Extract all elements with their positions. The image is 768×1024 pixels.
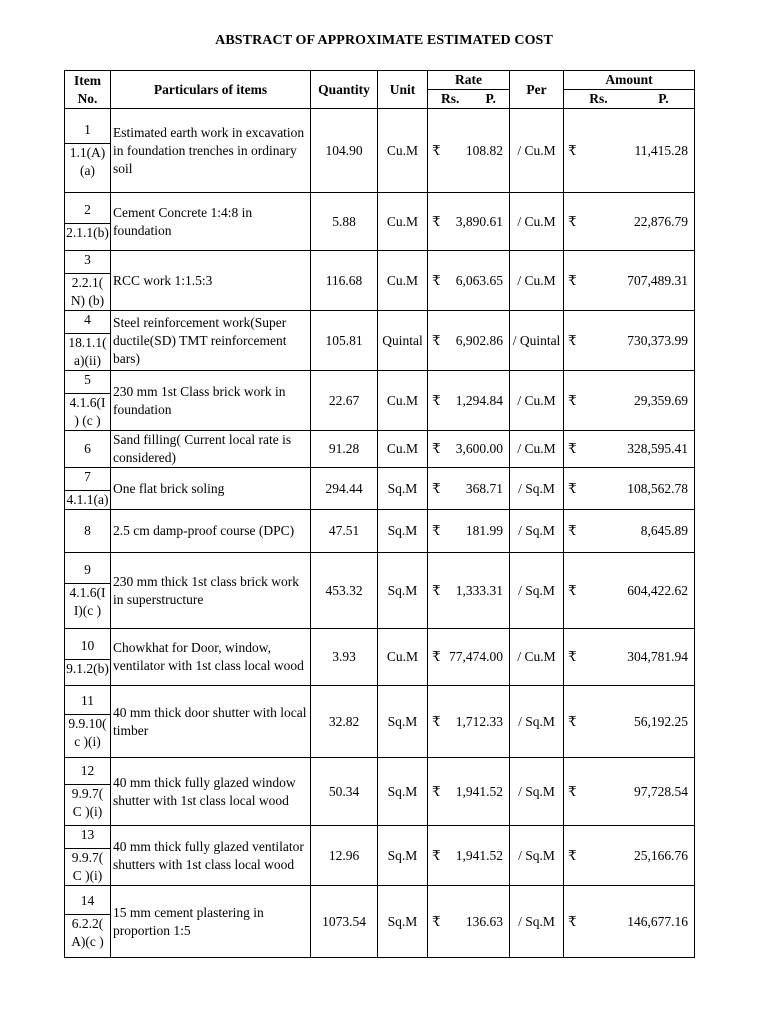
quantity-cell: 47.51 (311, 510, 378, 553)
rate-value: 1,333.31 (455, 582, 503, 598)
item-no-header: Item No. (65, 71, 111, 109)
quantity-cell: 50.34 (311, 758, 378, 826)
quantity-cell: 104.90 (311, 109, 378, 193)
item-number: 9 (84, 562, 91, 577)
rate-value: 181.99 (465, 523, 503, 538)
rupee-symbol: ₹ (432, 213, 441, 229)
particulars-header: Particulars of items (111, 71, 311, 109)
rupee-symbol: ₹ (568, 847, 577, 863)
item-number: 14 (80, 893, 95, 908)
rate-value: 1,712.33 (455, 713, 503, 729)
rate-cell (428, 686, 510, 758)
rate-header: Rate (428, 71, 510, 90)
per-cell: / Sq.M (510, 886, 564, 958)
item-no-cell (65, 251, 111, 311)
item-no-cell (65, 553, 111, 629)
per-cell: / Sq.M (510, 510, 564, 553)
item-code: 1.1(A) (a) (65, 143, 110, 180)
unit-cell: Cu.M (378, 193, 428, 251)
unit-cell: Sq.M (378, 510, 428, 553)
table-row (65, 886, 695, 958)
rupee-symbol: ₹ (568, 392, 577, 408)
rupee-symbol: ₹ (568, 272, 577, 288)
rupee-symbol: ₹ (432, 582, 441, 598)
unit-cell: Sq.M (378, 553, 428, 629)
per-cell: / Cu.M (510, 193, 564, 251)
rupee-symbol: ₹ (432, 332, 441, 348)
per-cell: / Cu.M (510, 109, 564, 193)
item-code: 2.2.1( N) (b) (65, 273, 110, 310)
particulars-cell: Steel reinforcement work(Super ductile(SD) TMT reinforcement bars) (111, 311, 311, 371)
item-code: 18.1.1( a)(ii) (65, 333, 110, 370)
unit-cell: Cu.M (378, 251, 428, 311)
particulars-cell: 2.5 cm damp-proof course (DPC) (111, 510, 311, 553)
amount-value: 11,415.28 (634, 142, 688, 158)
particulars-cell: Cement Concrete 1:4:8 in foundation (111, 193, 311, 251)
rupee-symbol: ₹ (432, 913, 441, 929)
unit-cell: Sq.M (378, 758, 428, 826)
amount-header: Amount (564, 71, 695, 90)
item-no-cell (65, 686, 111, 758)
item-code: 9.9.7( C )(i) (65, 848, 110, 885)
per-cell: / Cu.M (510, 629, 564, 686)
table-row (65, 758, 695, 826)
per-cell: / Cu.M (510, 251, 564, 311)
rate-value: 1,941.52 (455, 847, 503, 863)
table-row (65, 468, 695, 510)
amount-cell (564, 311, 695, 371)
per-cell: / Cu.M (510, 371, 564, 431)
item-no-cell (65, 629, 111, 686)
per-cell: / Sq.M (510, 758, 564, 826)
item-no-cell (65, 826, 111, 886)
quantity-cell: 22.67 (311, 371, 378, 431)
per-cell: / Sq.M (510, 826, 564, 886)
rate-cell (428, 629, 510, 686)
unit-cell: Quintal (378, 311, 428, 371)
quantity-cell: 105.81 (311, 311, 378, 371)
rupee-symbol: ₹ (432, 392, 441, 408)
rate-value: 1,294.84 (455, 392, 503, 408)
rate-cell (428, 431, 510, 468)
amount-value: 730,373.99 (627, 332, 688, 348)
particulars-cell: 230 mm thick 1st class brick work in superstructure (111, 553, 311, 629)
table-row (65, 431, 695, 468)
rate-cell (428, 109, 510, 193)
quantity-header: Quantity (311, 71, 378, 109)
item-number: 5 (84, 372, 91, 387)
rupee-symbol: ₹ (432, 523, 441, 538)
item-no-cell (65, 109, 111, 193)
amount-subheader: Rs. P. (564, 90, 695, 109)
rupee-symbol: ₹ (568, 523, 577, 538)
quantity-cell: 1073.54 (311, 886, 378, 958)
item-code: 2.1.1(b) (66, 225, 109, 240)
per-cell: / Sq.M (510, 553, 564, 629)
rupee-symbol: ₹ (568, 332, 577, 348)
estimate-table (64, 70, 695, 958)
particulars-cell: 15 mm cement plastering in proportion 1:5 (111, 886, 311, 958)
item-number: 4 (84, 312, 91, 327)
particulars-cell: 40 mm thick door shutter with local timber (111, 686, 311, 758)
quantity-cell: 116.68 (311, 251, 378, 311)
amount-cell (564, 193, 695, 251)
table-row (65, 510, 695, 553)
rupee-symbol: ₹ (568, 649, 577, 664)
unit-cell: Cu.M (378, 109, 428, 193)
amount-value: 25,166.76 (634, 847, 688, 863)
table-row (65, 629, 695, 686)
rupee-symbol: ₹ (432, 649, 441, 664)
amount-value: 29,359.69 (634, 392, 688, 408)
rupee-symbol: ₹ (568, 213, 577, 229)
rupee-symbol: ₹ (432, 480, 441, 496)
amount-cell (564, 468, 695, 510)
amount-value: 22,876.79 (634, 213, 688, 229)
item-number: 12 (80, 763, 95, 778)
rupee-symbol: ₹ (432, 142, 441, 158)
item-code: 9.9.10( c )(i) (65, 714, 110, 751)
amount-cell (564, 510, 695, 553)
rupee-symbol: ₹ (432, 272, 441, 288)
rupee-symbol: ₹ (568, 582, 577, 598)
per-header: Per (510, 71, 564, 109)
amount-cell (564, 758, 695, 826)
amount-cell (564, 371, 695, 431)
rate-cell (428, 758, 510, 826)
amount-value: 108,562.78 (627, 480, 688, 496)
rate-value: 136.63 (465, 913, 503, 929)
document-title: ABSTRACT OF APPROXIMATE ESTIMATED COST (215, 33, 553, 48)
amount-cell (564, 431, 695, 468)
table-row (65, 193, 695, 251)
item-no-cell (65, 468, 111, 510)
particulars-cell: 230 mm 1st Class brick work in foundation (111, 371, 311, 431)
rate-value: 3,600.00 (455, 441, 503, 456)
unit-cell: Sq.M (378, 886, 428, 958)
unit-header: Unit (378, 71, 428, 109)
per-cell: / Sq.M (510, 686, 564, 758)
amount-value: 604,422.62 (627, 582, 688, 598)
rate-value: 6,902.86 (455, 332, 503, 348)
particulars-cell: Sand filling( Current local rate is considered) (111, 431, 311, 468)
amount-value: 328,595.41 (627, 441, 688, 456)
item-number: 13 (80, 827, 95, 842)
per-cell: / Cu.M (510, 431, 564, 468)
particulars-cell: 40 mm thick fully glazed ventilator shutters with 1st class local wood (111, 826, 311, 886)
item-no-cell (65, 193, 111, 251)
amount-cell (564, 686, 695, 758)
particulars-cell: Estimated earth work in excavation in foundation trenches in ordinary soil (111, 109, 311, 193)
rate-value: 77,474.00 (449, 649, 503, 664)
quantity-cell: 32.82 (311, 686, 378, 758)
per-cell: / Quintal (510, 311, 564, 371)
amount-cell (564, 886, 695, 958)
amount-value: 707,489.31 (627, 272, 688, 288)
item-no-cell (65, 758, 111, 826)
item-number: 10 (80, 637, 95, 653)
rate-subheader: Rs. P. (428, 90, 510, 109)
particulars-cell: Chowkhat for Door, window, ventilator with 1st class local wood (111, 629, 311, 686)
rate-cell (428, 371, 510, 431)
item-number: 3 (84, 252, 91, 267)
rupee-symbol: ₹ (568, 480, 577, 496)
quantity-cell: 91.28 (311, 431, 378, 468)
quantity-cell: 453.32 (311, 553, 378, 629)
table-row (65, 686, 695, 758)
rate-value: 1,941.52 (455, 783, 503, 799)
rupee-symbol: ₹ (432, 847, 441, 863)
amount-cell (564, 109, 695, 193)
table-row (65, 826, 695, 886)
amount-cell (564, 826, 695, 886)
rupee-symbol: ₹ (432, 783, 441, 799)
rate-cell (428, 193, 510, 251)
unit-cell: Cu.M (378, 431, 428, 468)
rupee-symbol: ₹ (568, 913, 577, 929)
rate-cell (428, 553, 510, 629)
quantity-cell: 3.93 (311, 629, 378, 686)
unit-cell: Cu.M (378, 629, 428, 686)
rate-cell (428, 311, 510, 371)
rate-cell (428, 826, 510, 886)
quantity-cell: 294.44 (311, 468, 378, 510)
rupee-symbol: ₹ (432, 441, 441, 456)
rate-value: 3,890.61 (455, 213, 503, 229)
item-no-cell (65, 886, 111, 958)
amount-cell (564, 251, 695, 311)
rate-cell (428, 886, 510, 958)
amount-value: 146,677.16 (627, 913, 688, 929)
item-no-cell (65, 510, 111, 553)
rupee-symbol: ₹ (432, 713, 441, 729)
item-number: 2 (84, 202, 91, 217)
amount-cell (564, 553, 695, 629)
item-no-cell (65, 431, 111, 468)
rate-value: 368.71 (465, 480, 503, 496)
table-row (65, 371, 695, 431)
amount-cell (564, 629, 695, 686)
item-code: 6.2.2( A)(c ) (65, 914, 110, 951)
item-no-cell (65, 311, 111, 371)
item-number: 11 (81, 693, 94, 708)
unit-cell: Cu.M (378, 371, 428, 431)
item-number: 1 (84, 122, 91, 137)
table-row (65, 311, 695, 371)
rate-cell (428, 251, 510, 311)
item-number: 6 (84, 441, 91, 456)
unit-cell: Sq.M (378, 468, 428, 510)
rupee-symbol: ₹ (568, 783, 577, 799)
rate-value: 6,063.65 (455, 272, 503, 288)
amount-value: 8,645.89 (640, 523, 688, 538)
rupee-symbol: ₹ (568, 713, 577, 729)
amount-value: 304,781.94 (627, 649, 688, 664)
rupee-symbol: ₹ (568, 142, 577, 158)
unit-cell: Sq.M (378, 826, 428, 886)
item-number: 7 (84, 469, 91, 484)
unit-cell: Sq.M (378, 686, 428, 758)
item-code: 9.9.7( C )(i) (65, 784, 110, 821)
per-cell: / Sq.M (510, 468, 564, 510)
quantity-cell: 12.96 (311, 826, 378, 886)
particulars-cell: 40 mm thick fully glazed window shutter with 1st class local wood (111, 758, 311, 826)
amount-value: 56,192.25 (634, 713, 688, 729)
item-code: 9.1.2(b) (66, 660, 109, 676)
amount-value: 97,728.54 (634, 783, 688, 799)
quantity-cell: 5.88 (311, 193, 378, 251)
rupee-symbol: ₹ (568, 441, 577, 456)
item-number: 8 (84, 523, 91, 538)
table-row (65, 553, 695, 629)
item-code: 4.1.6(I ) (c ) (65, 393, 110, 430)
rate-value: 108.82 (465, 142, 503, 158)
item-code: 4.1.1(a) (66, 492, 109, 507)
table-row (65, 109, 695, 193)
table-row (65, 251, 695, 311)
particulars-cell: RCC work 1:1.5:3 (111, 251, 311, 311)
item-no-cell (65, 371, 111, 431)
particulars-cell: One flat brick soling (111, 468, 311, 510)
rate-cell (428, 510, 510, 553)
rate-cell (428, 468, 510, 510)
item-code: 4.1.6(I I)(c ) (65, 583, 110, 620)
